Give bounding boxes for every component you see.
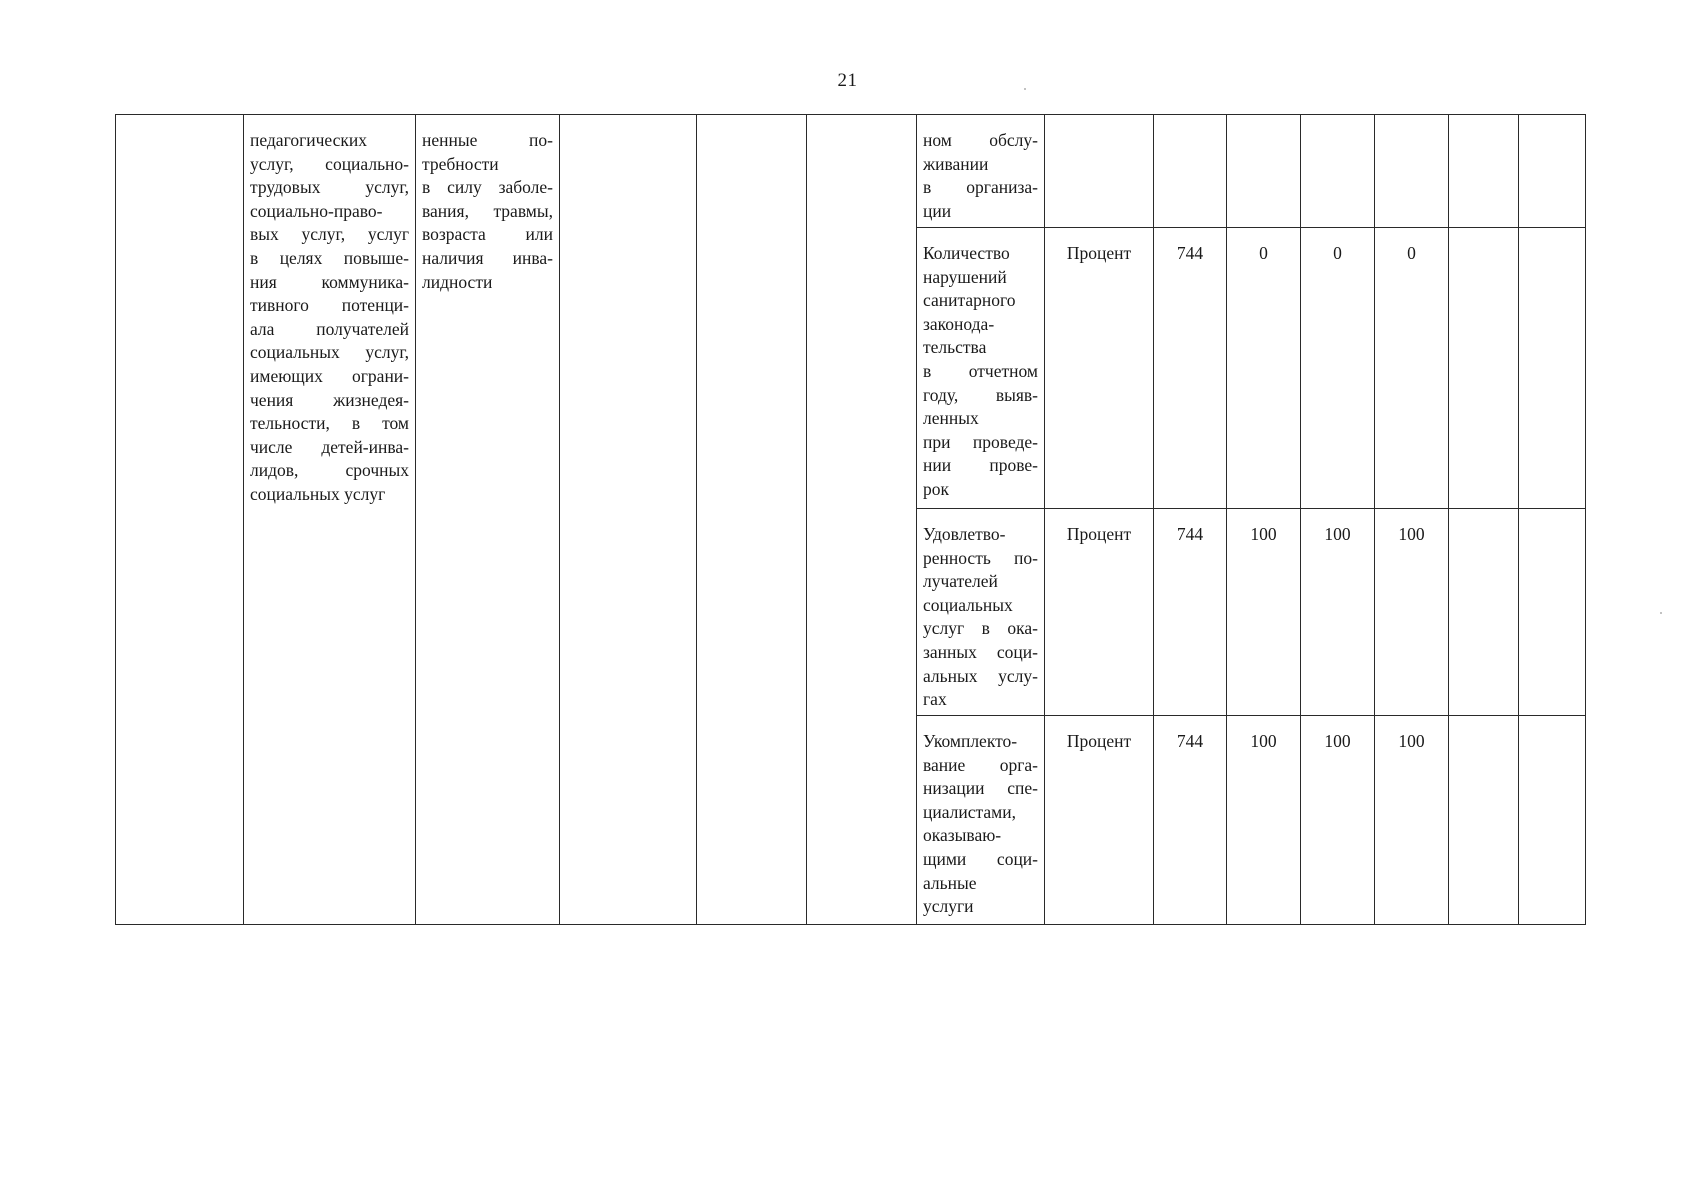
empty-cell <box>1449 509 1519 716</box>
unit-cell <box>1045 228 1154 509</box>
value: 100 <box>1398 524 1425 544</box>
value <box>1301 115 1374 129</box>
text-line: ненные по- <box>422 130 553 150</box>
text-line: в силу заболе- <box>422 177 553 198</box>
text-line: низации спе- <box>923 778 1038 799</box>
text-line: ции <box>923 200 952 221</box>
value-cell <box>1301 115 1375 228</box>
empty-cell <box>1519 509 1586 716</box>
text-line: услуг, социально- <box>250 153 409 174</box>
text-line: альных услу- <box>923 665 1038 686</box>
text-line: числе детей-инва- <box>250 436 409 457</box>
text-line: щими соци- <box>923 848 1038 869</box>
code-value: 744 <box>1176 731 1204 751</box>
text-line: рок <box>923 478 950 499</box>
value-cell <box>1227 716 1301 925</box>
code-cell <box>1154 716 1227 925</box>
unit-value: Процент <box>1066 243 1132 263</box>
indicator-name-cell <box>917 228 1045 509</box>
text-line: вых услуг, услуг <box>250 224 409 245</box>
text-line: нарушений <box>923 266 1007 287</box>
empty-cell-5 <box>697 115 807 925</box>
code-value: 744 <box>1176 524 1204 544</box>
value-cell <box>1227 228 1301 509</box>
text-line: в организа- <box>923 177 1038 198</box>
value: 100 <box>1324 524 1351 544</box>
text-line: возраста или <box>422 224 553 245</box>
scan-speck <box>1660 612 1662 614</box>
text-line: ренность по- <box>923 547 1038 568</box>
value-cell <box>1375 716 1449 925</box>
text-line: оказываю- <box>923 825 1002 846</box>
text-line: Количество <box>923 243 1010 263</box>
code-cell <box>1154 228 1227 509</box>
table-row <box>116 115 1586 228</box>
indicators-table <box>115 114 1586 925</box>
service-description-cell <box>244 115 416 925</box>
value-cell <box>1375 509 1449 716</box>
value: 100 <box>1250 524 1277 544</box>
text-line: ном обслу- <box>923 130 1038 150</box>
value: 100 <box>1250 731 1277 751</box>
code-cell <box>1154 509 1227 716</box>
value-cell <box>1227 509 1301 716</box>
value: 0 <box>1333 243 1342 263</box>
value-cell <box>1301 509 1375 716</box>
value <box>1227 115 1300 129</box>
text-line: ленных <box>923 408 979 429</box>
value-cell <box>1227 115 1301 228</box>
text-line: услуг в ока- <box>923 618 1038 639</box>
text-line: требности <box>422 153 499 174</box>
value-cell <box>1375 115 1449 228</box>
text-line: лидов, срочных <box>250 460 409 481</box>
text-line: педагогических <box>250 130 367 150</box>
text-line: услуги <box>923 896 974 917</box>
value-cell <box>1301 228 1375 509</box>
value: 0 <box>1407 243 1416 263</box>
text-line: наличия инва- <box>422 247 553 268</box>
text-line: в целях повыше- <box>250 247 409 268</box>
text-line: циалистами, <box>923 801 1016 822</box>
recipient-category <box>416 115 559 294</box>
empty-cell-4 <box>560 115 697 925</box>
scan-speck <box>1024 88 1026 90</box>
text-line: вание орга- <box>923 754 1038 775</box>
text-line: в отчетном <box>923 360 1038 381</box>
text-line: Укомплекто- <box>923 731 1018 751</box>
text-line: нии прове- <box>923 455 1038 476</box>
empty-cell <box>1449 228 1519 509</box>
text-line: занных соци- <box>923 641 1038 662</box>
text-line: ала получателей <box>250 318 409 339</box>
empty-cell <box>1519 115 1586 228</box>
text-line: лидности <box>422 271 493 292</box>
empty-cell <box>1519 228 1586 509</box>
text-line: трудовых услуг, <box>250 177 409 198</box>
text-line: тельности, в том <box>250 413 409 434</box>
indicator-name-cell <box>917 509 1045 716</box>
text-line: имеющих ограни- <box>250 365 409 386</box>
text-line: тельства <box>923 337 987 358</box>
unit-cell <box>1045 509 1154 716</box>
text-line: социальных <box>923 594 1013 615</box>
text-line: законода- <box>923 313 995 334</box>
unit-value <box>1045 115 1153 129</box>
indicator-name-cell <box>917 716 1045 925</box>
indicator-name <box>917 115 1044 223</box>
text-line: альные <box>923 872 977 893</box>
value: 0 <box>1259 243 1268 263</box>
code-cell <box>1154 115 1227 228</box>
text-line: Удовлетво- <box>923 524 1006 544</box>
service-description <box>244 115 415 507</box>
text-line: чения жизнедея- <box>250 389 409 410</box>
text-line: вания, травмы, <box>422 200 553 221</box>
text-line: тивного потенци- <box>250 295 409 316</box>
text-line: году, выяв- <box>923 384 1038 405</box>
indicator-name-cell <box>917 115 1045 228</box>
value: 100 <box>1398 731 1425 751</box>
text-line: при проведе- <box>923 431 1038 452</box>
empty-cell <box>1519 716 1586 925</box>
unit-value: Процент <box>1066 524 1132 544</box>
indicator-name <box>917 716 1044 919</box>
text-line: социально-право- <box>250 200 383 221</box>
value-cell <box>1375 228 1449 509</box>
unit-value: Процент <box>1066 731 1132 751</box>
text-line: санитарного <box>923 290 1016 311</box>
code-value <box>1154 115 1226 129</box>
empty-cell <box>1449 716 1519 925</box>
indicator-name <box>917 509 1044 712</box>
empty-cell <box>1449 115 1519 228</box>
page-number: 21 <box>837 70 858 91</box>
text-line: гах <box>923 689 947 710</box>
value <box>1375 115 1448 129</box>
value: 100 <box>1324 731 1351 751</box>
text-line: социальных услуг <box>250 483 386 504</box>
empty-cell-6 <box>807 115 917 925</box>
text-line: ния коммуника- <box>250 271 409 292</box>
recipient-category-cell <box>416 115 560 925</box>
text-line: живании <box>923 153 989 174</box>
value-cell <box>1301 716 1375 925</box>
text-line: лучателей <box>923 571 998 592</box>
text-line: социальных услуг, <box>250 342 409 363</box>
code-value: 744 <box>1176 243 1204 263</box>
indicator-name <box>917 228 1044 502</box>
unit-cell <box>1045 115 1154 228</box>
unit-cell <box>1045 716 1154 925</box>
empty-cell-1 <box>116 115 244 925</box>
